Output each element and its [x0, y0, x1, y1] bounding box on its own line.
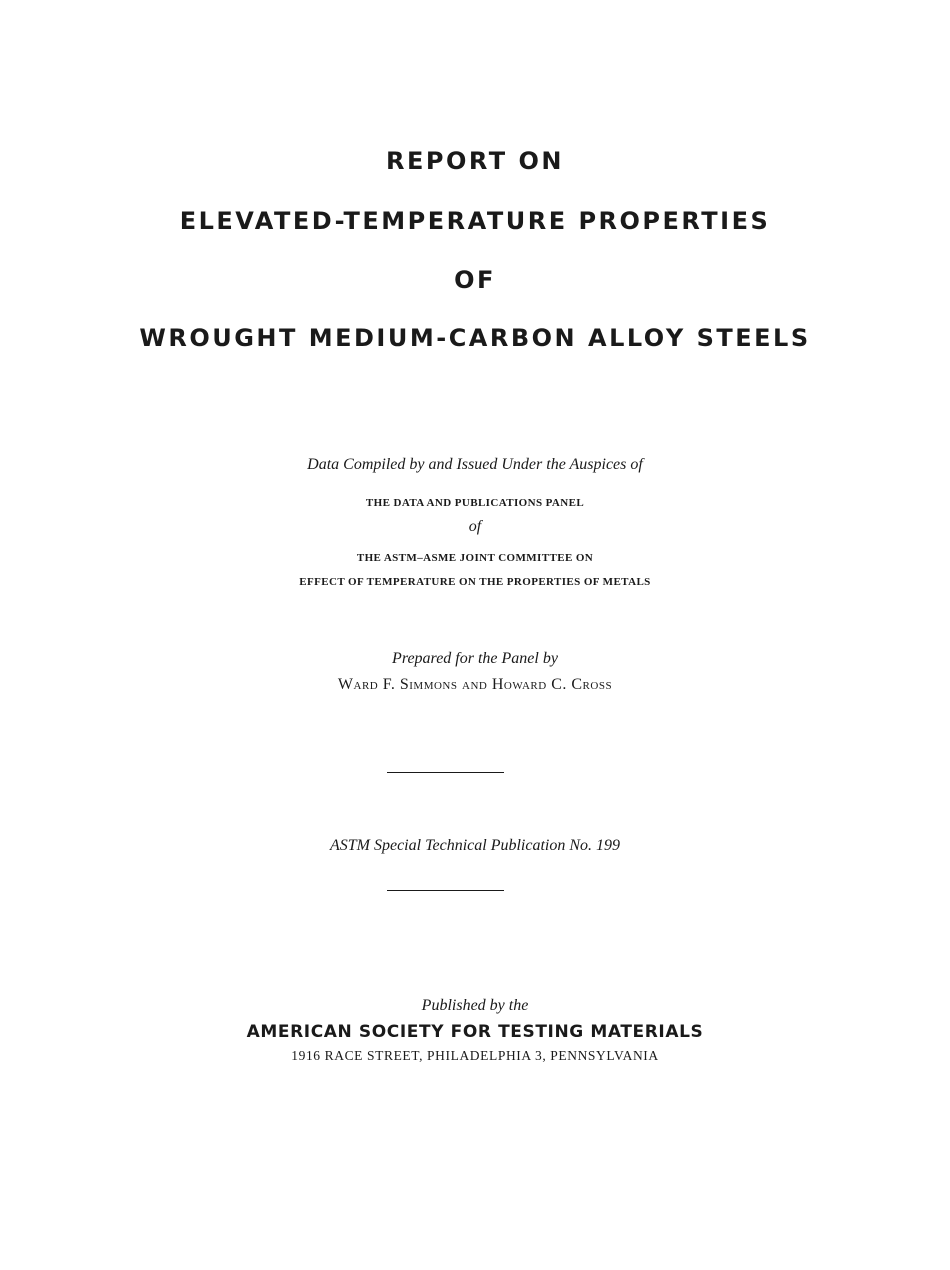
title-line-report-on: REPORT ON [386, 147, 564, 175]
publication-number: ASTM Special Technical Publication No. 199 [329, 837, 621, 854]
auspices-intro: Data Compiled by and Issued Under the Auspices of [307, 456, 643, 473]
title-line-material: WROUGHT MEDIUM-CARBON ALLOY STEELS [139, 324, 811, 352]
publisher-address: 1916 RACE STREET, PHILADELPHIA 3, PENNSYLVANIA [291, 1048, 659, 1063]
publisher-intro: Published by the [421, 997, 529, 1014]
panel-name: THE DATA AND PUBLICATIONS PANEL [365, 497, 585, 509]
committee-subject: EFFECT OF TEMPERATURE ON THE PROPERTIES OF METALS [299, 576, 651, 588]
divider-rule-top [387, 772, 504, 773]
auspices-of: of [468, 518, 482, 535]
title-line-of: OF [454, 266, 496, 294]
title-line-subject: ELEVATED-TEMPERATURE PROPERTIES [179, 207, 771, 235]
prepared-intro: Prepared for the Panel by [392, 650, 558, 667]
committee-name: THE ASTM–ASME JOINT COMMITTEE ON [356, 552, 594, 564]
divider-rule-bottom [387, 890, 504, 891]
authors: Ward F. Simmons and Howard C. Cross [337, 676, 613, 693]
publisher-name: AMERICAN SOCIETY FOR TESTING MATERIALS [246, 1022, 704, 1042]
